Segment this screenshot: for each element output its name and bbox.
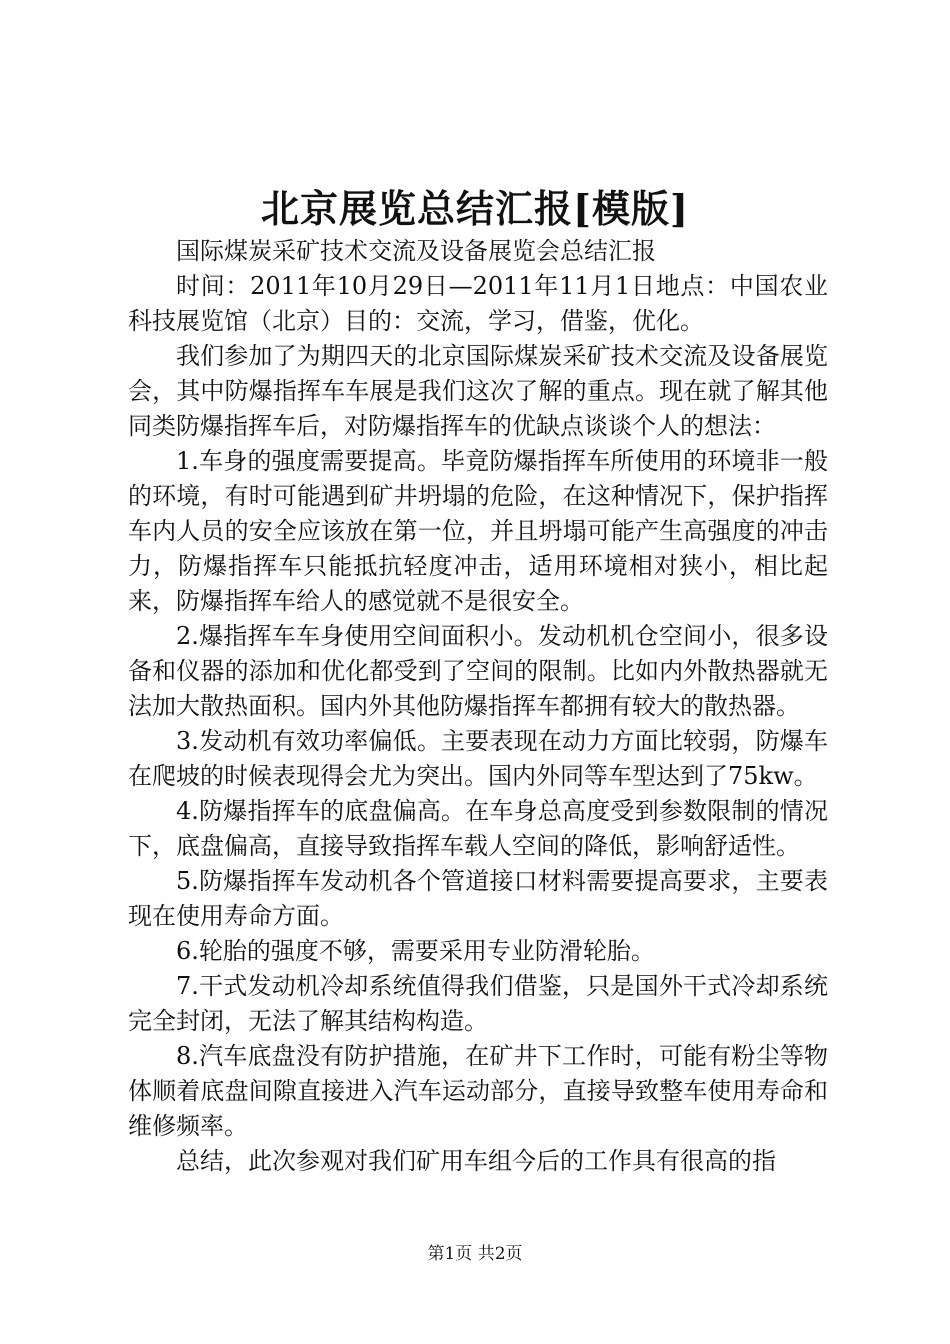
paragraph-summary: 总结，此次参观对我们矿用车组今后的工作具有很高的指 <box>176 1147 776 1175</box>
document-body <box>128 234 828 1179</box>
paragraph-point-7: 7.干式发动机冷却系统值得我们借鉴，只是国外干式冷却系统完全封闭，无法了解其结构构造。 <box>128 972 828 1035</box>
paragraph-point-3: 3.发动机有效功率偏低。主要表现在动力方面比较弱，防爆车在爬坡的时候表现得会尤为突出。国内外同等车型达到了75kw。 <box>128 727 828 790</box>
paragraph-intro: 我们参加了为期四天的北京国际煤炭采矿技术交流及设备展览会，其中防爆指挥车车展是我们这次了解的重点。现在就了解其他同类防爆指挥车后，对防爆指挥车的优缺点谈谈个人的想法： <box>128 342 828 440</box>
document-title: 北京展览总结汇报[模版] <box>261 186 689 231</box>
paragraph-point-6: 6.轮胎的强度不够，需要采用专业防滑轮胎。 <box>176 937 655 965</box>
paragraph-point-1: 1.车身的强度需要提高。毕竟防爆指挥车所使用的环境非一般的环境，有时可能遇到矿井坍塌的危险，在这种情况下，保护指挥车内人员的安全应该放在第一位，并且坍塌可能产生高强度的冲击力，防爆指挥车只能抵抗轻度冲击，适用环境相对狭小，相比起来，防爆指挥车给人的感觉就不是很安全。 <box>128 447 828 615</box>
page-number-footer: 第1页 共2页 <box>427 1244 523 1264</box>
paragraph-subtitle: 国际煤炭采矿技术交流及设备展览会总结汇报 <box>176 237 656 265</box>
paragraph-point-4: 4.防爆指挥车的底盘偏高。在车身总高度受到参数限制的情况下，底盘偏高，直接导致指挥车载人空间的降低，影响舒适性。 <box>128 797 828 860</box>
paragraph-time-location: 时间：2011年10月29日—2011年11月1日地点：中国农业科技展览馆（北京）目的：交流，学习，借鉴，优化。 <box>128 272 828 335</box>
paragraph-point-5: 5.防爆指挥车发动机各个管道接口材料需要提高要求，主要表现在使用寿命方面。 <box>128 867 828 930</box>
paragraph-point-8: 8.汽车底盘没有防护措施，在矿井下工作时，可能有粉尘等物体顺着底盘间隙直接进入汽车运动部分，直接导致整车使用寿命和维修频率。 <box>128 1042 828 1140</box>
paragraph-point-2: 2.爆指挥车车身使用空间面积小。发动机机仓空间小，很多设备和仪器的添加和优化都受到了空间的限制。比如内外散热器就无法加大散热面积。国内外其他防爆指挥车都拥有较大的散热器。 <box>128 622 828 720</box>
